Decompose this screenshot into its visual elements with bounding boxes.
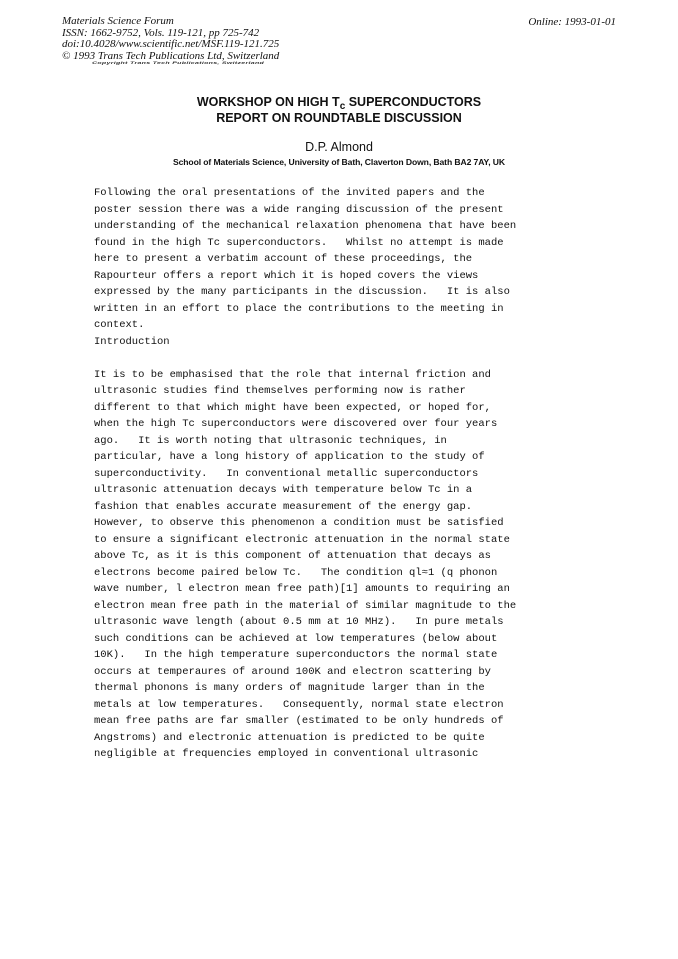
body-text bbox=[94, 185, 564, 763]
text-line: when the high Tc superconductors were discovered over four years bbox=[94, 418, 498, 430]
text-line: expressed by the many participants in the discussion. It is also bbox=[94, 286, 510, 298]
text-line: occurs at temperaures of around 100K and electron scattering by bbox=[94, 665, 491, 678]
text-line: 10K). In the high temperature superconductors the normal state bbox=[94, 649, 498, 661]
text-line: wave number, l electron mean free path)[1] amounts to requiring an bbox=[94, 583, 510, 595]
paper-title bbox=[0, 95, 678, 126]
issn-line: ISSN: 1662-9752, Vols. 119-121, pp 725-742 bbox=[62, 26, 260, 39]
text-line: such conditions can be achieved at low temperatures (below about bbox=[94, 632, 498, 645]
text-line: mean free paths are far smaller (estimated to be only hundreds of bbox=[94, 715, 504, 727]
section-heading: Introduction bbox=[94, 335, 170, 348]
title-line-2: REPORT ON ROUNDTABLE DISCUSSION bbox=[216, 111, 462, 125]
text-line: written in an effort to place the contributions to the meeting in bbox=[94, 302, 504, 315]
copyright-line: © 1993 Trans Tech Publications Ltd, Switzerland bbox=[62, 49, 280, 62]
paragraph-gap bbox=[94, 350, 564, 367]
text-line: Following the oral presentations of the invited papers and the bbox=[94, 187, 485, 199]
title-line-1 bbox=[0, 95, 678, 111]
text-line: particular, have a long history of application to the study of bbox=[94, 451, 485, 463]
text-line: fashion that enables accurate measurement of the energy gap. bbox=[94, 500, 473, 513]
copyright-stamp: Copyright Trans Tech Publications, Switzerland bbox=[92, 61, 265, 65]
text-line: superconductivity. In conventional metallic superconductors bbox=[94, 467, 479, 480]
doi-line: doi:10.4028/www.scientific.net/MSF.119-121.725 bbox=[62, 38, 280, 50]
text-line: poster session there was a wide ranging discussion of the present bbox=[94, 203, 504, 216]
text-line: electrons become paired below Tc. The condition ql≈1 (q phonon bbox=[94, 566, 498, 579]
text-line: It is to be emphasised that the role that internal friction and bbox=[94, 368, 491, 381]
author-name: D.P. Almond bbox=[305, 140, 373, 154]
text-line: found in the high Tc superconductors. Whilst no attempt is made bbox=[94, 236, 504, 249]
text-line: ultrasonic attenuation decays with temperature below Tc in a bbox=[94, 484, 473, 496]
online-date: Online: 1993-01-01 bbox=[528, 16, 616, 28]
paragraph-intro bbox=[94, 185, 564, 334]
text-line: to ensure a significant electronic attenuation in the normal state bbox=[94, 533, 510, 546]
title-suffix: SUPERCONDUCTORS bbox=[345, 95, 482, 109]
journal-name: Materials Science Forum bbox=[62, 15, 174, 27]
text-line: ultrasonic studies find themselves performing now is rather bbox=[94, 385, 466, 397]
text-line: metals at low temperatures. Consequently, normal state electron bbox=[94, 698, 504, 711]
text-line: Rapourteur offers a report which it is hoped covers the views bbox=[94, 269, 479, 282]
text-line: here to present a verbatim account of these proceedings, the bbox=[94, 253, 473, 265]
text-line: However, to observe this phenomenon a condition must be satisfied bbox=[94, 517, 504, 529]
author-affiliation: School of Materials Science, University of Bath, Claverton Down, Bath BA2 7AY, UK bbox=[172, 157, 506, 167]
paragraph-introduction bbox=[94, 367, 564, 763]
text-line: thermal phonons is many orders of magnitude larger than in the bbox=[94, 682, 485, 694]
publication-metadata bbox=[62, 16, 279, 62]
text-line: Angstroms) and electronic attenuation is predicted to be quite bbox=[94, 731, 485, 744]
text-line: above Tc, as it is this component of attenuation that decays as bbox=[94, 550, 491, 562]
text-line: ultrasonic wave length (about 0.5 mm at 10 MHz). In pure metals bbox=[94, 616, 504, 628]
text-line: different to that which might have been expected, or hoped for, bbox=[94, 401, 491, 414]
text-line: electron mean free path in the material of similar magnitude to the bbox=[94, 599, 517, 612]
text-line: context. bbox=[94, 319, 145, 331]
title-subscript: c bbox=[339, 101, 346, 112]
text-line: understanding of the mechanical relaxation phenomena that have been bbox=[94, 220, 517, 232]
text-line: ago. It is worth noting that ultrasonic techniques, in bbox=[94, 434, 447, 447]
text-line: negligible at frequencies employed in conventional ultrasonic bbox=[94, 748, 479, 760]
title-prefix: WORKSHOP ON HIGH T bbox=[196, 95, 340, 109]
